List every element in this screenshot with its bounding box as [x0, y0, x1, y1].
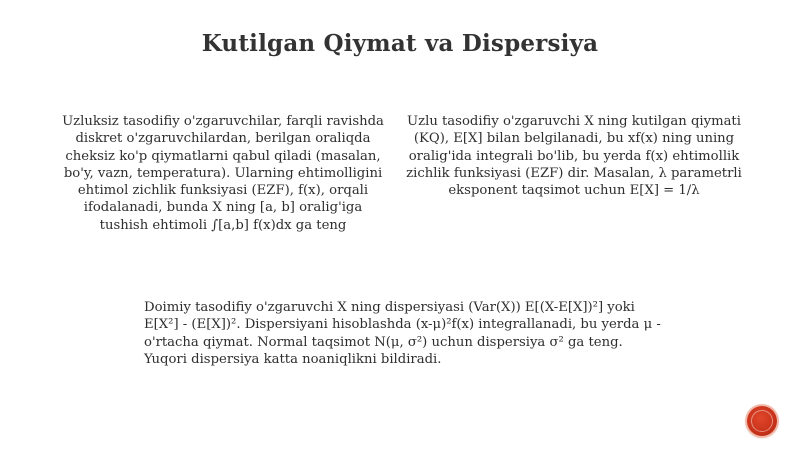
red-circle-button-icon[interactable] [747, 406, 777, 436]
bottom-text-block: Doimiy tasodifiy o'zgaruvchi X ning dispersiyasi (Var(X)) E[(X-E[X])²] yoki E[X²] - (E[X])². Dispersiyani hisoblashda (x-μ)²f(x) integrallanadi, bu yerda μ - o'rtacha qiymat. Normal taqsimot N(μ, σ²) uchun dispersiya σ² ga teng. Yuqori dispersiya katta noaniqlikni bildiradi. [144, 300, 661, 367]
left-text-block: Uzluksiz tasodifiy o'zgaruvchilar, farqli ravishda diskret o'zgaruvchilardan, berilgan oraliqda cheksiz ko'p qiymatlarni qabul qiladi (masalan, bo'y, vazn, temperatura). Ularning ehtimolligini ehtimol zichlik funksiyasi (EZF), f(x), orqali ifodalanadi, bunda X ning [a, b] oralig'iga tushish ehtimoli ∫[a,b] f(x)dx ga teng [62, 114, 384, 233]
slide-title: Kutilgan Qiymat va Dispersiya [201, 30, 599, 57]
right-text-block: Uzlu tasodifiy o'zgaruvchi X ning kutilgan qiymati (KQ), E[X] bilan belgilanadi, bu xf(x) ning uning oralig'ida integrali bo'lib, bu yerda f(x) ehtimollik zichlik funksiyasi (EZF) dir. Masalan, λ parametrli eksponent taqsimot uchun E[X] = 1/λ [406, 114, 742, 199]
